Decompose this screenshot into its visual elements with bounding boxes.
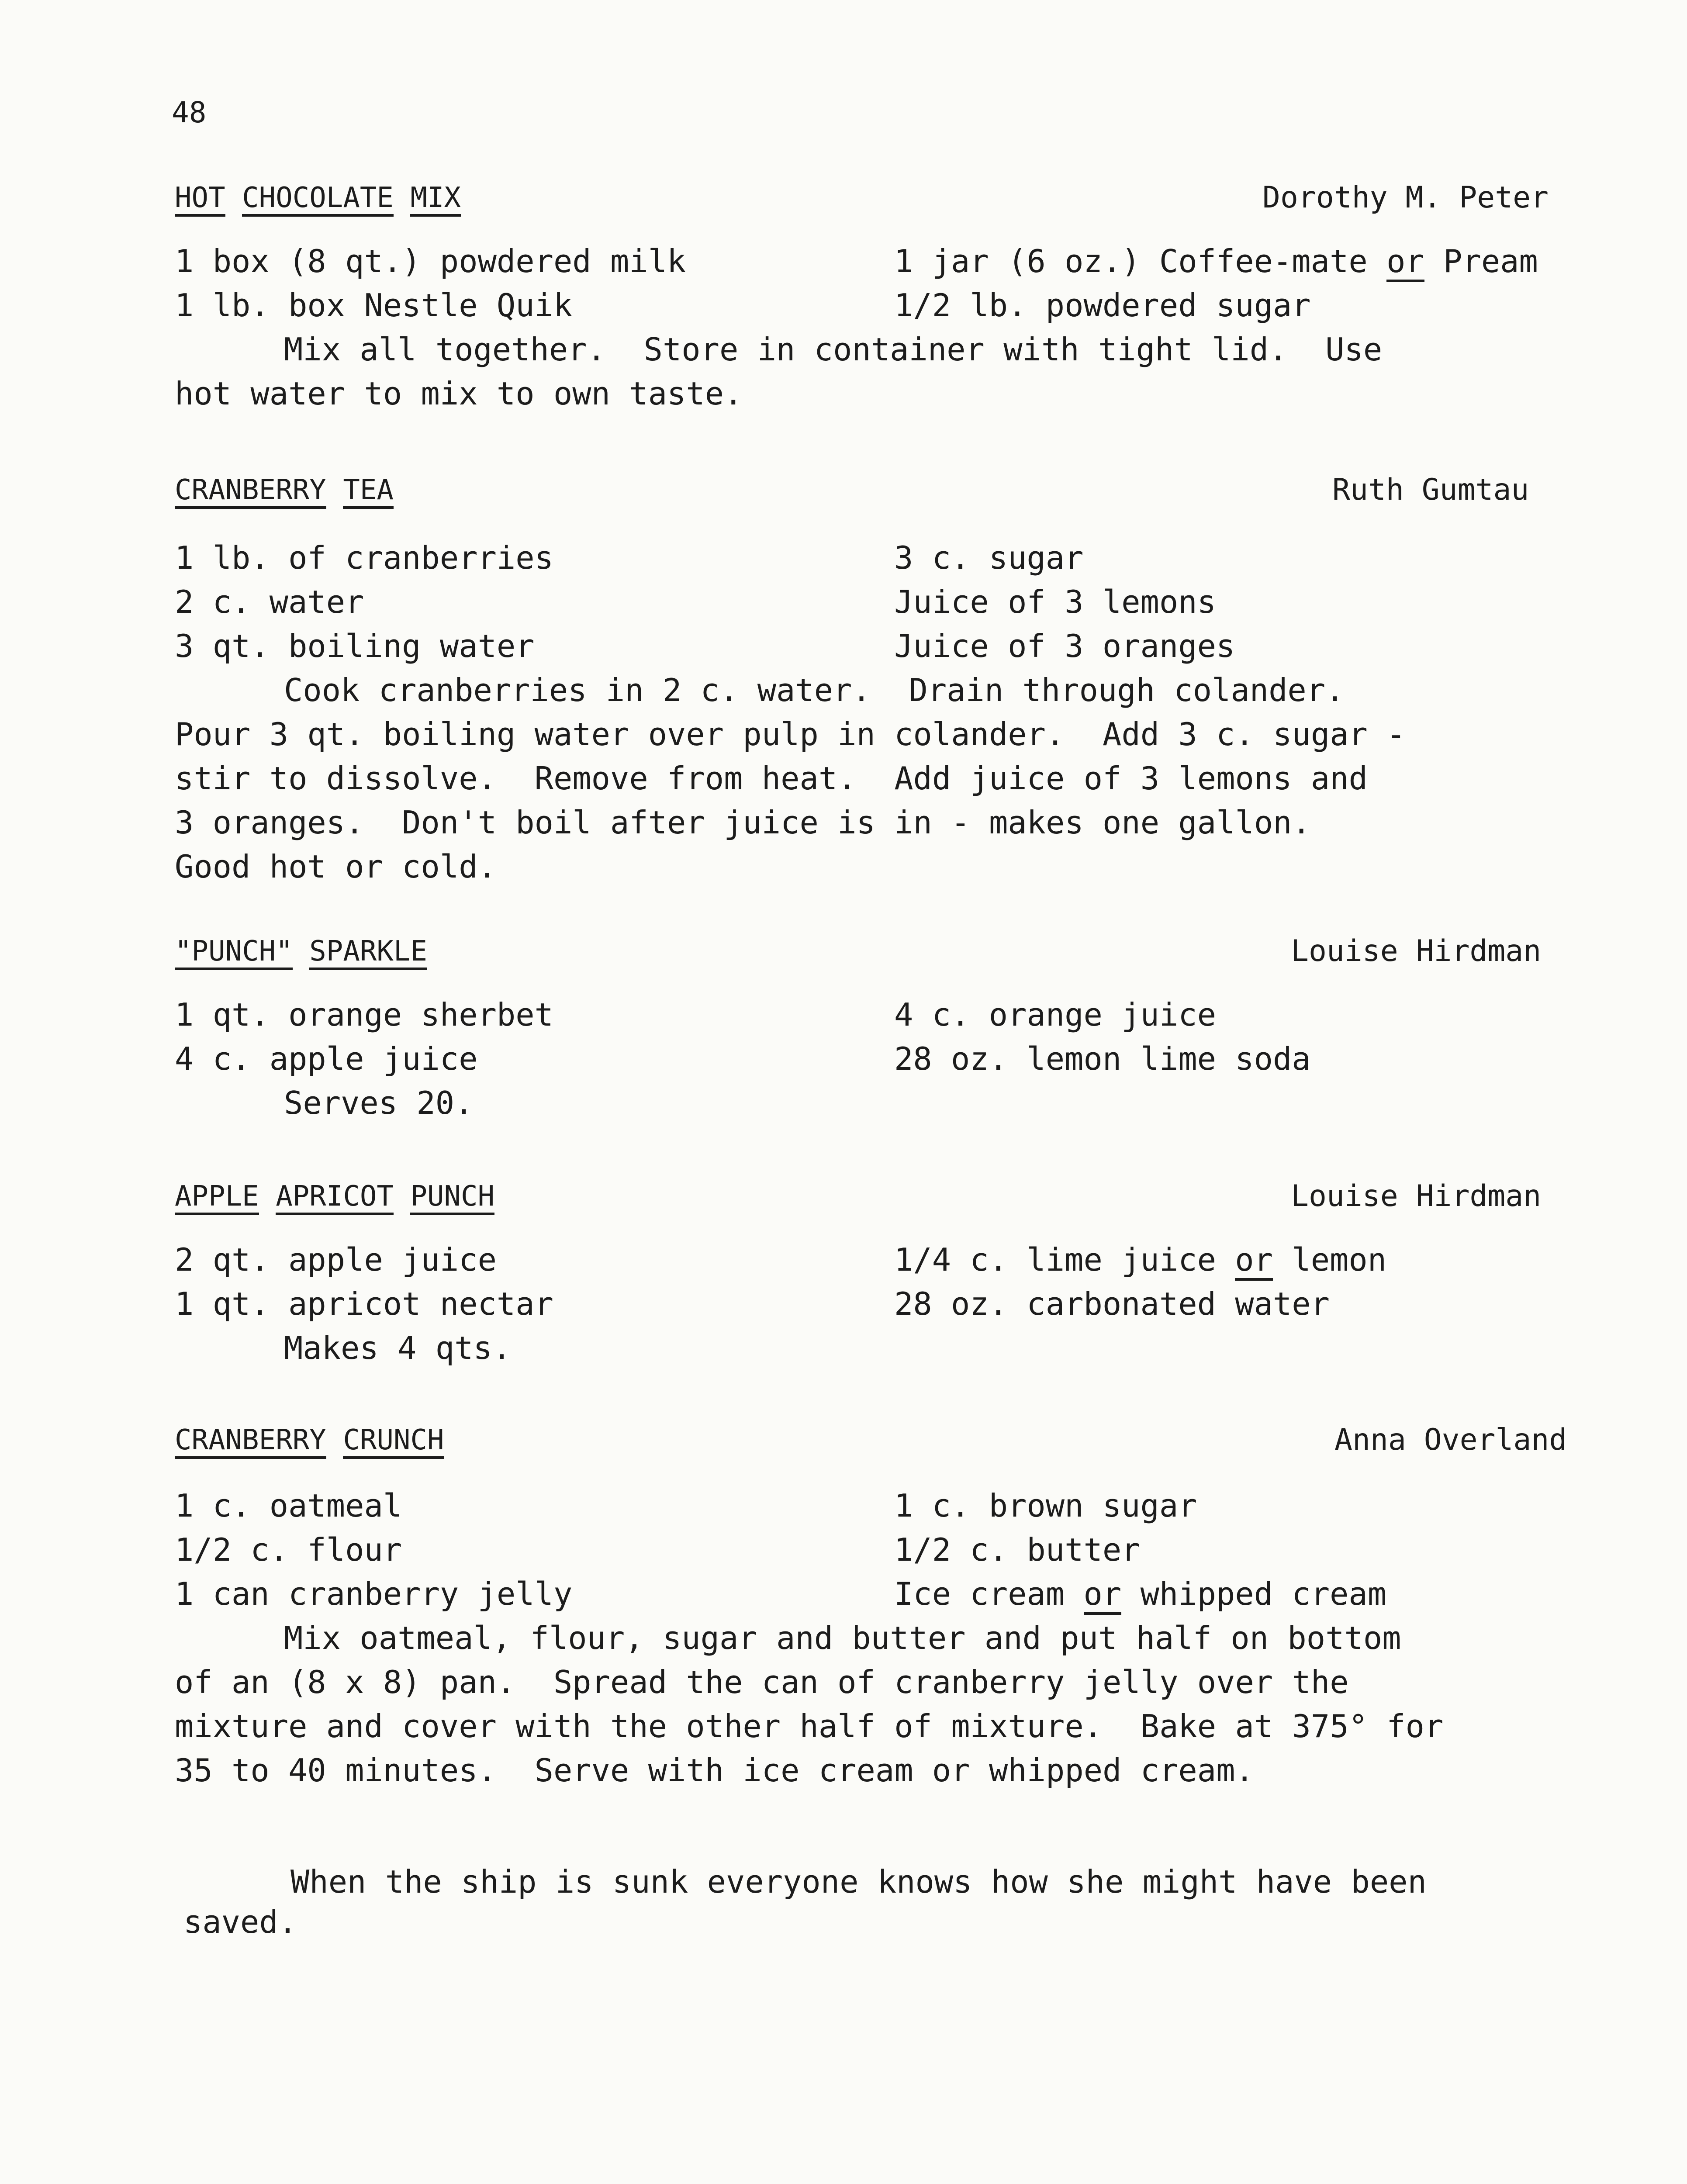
ingredient-list — [175, 993, 1638, 1081]
recipe-directions — [175, 1326, 1638, 1370]
recipe-author: Anna Overland — [1334, 1423, 1567, 1457]
ingredient-list — [175, 536, 1638, 668]
ingredient: Juice of 3 oranges — [894, 628, 1235, 664]
recipe-directions — [175, 1081, 1638, 1125]
ingredient — [894, 1238, 1386, 1282]
ingredient-text: Ice cream — [894, 1576, 1065, 1612]
ingredient-text: 1 jar (6 oz.) Coffee-mate — [894, 243, 1368, 280]
ingredient: 3 c. sugar — [894, 539, 1084, 576]
ingredient-text: lemon — [1292, 1241, 1387, 1278]
recipe-apple-apricot-punch — [175, 1177, 1638, 1370]
ingredient: 1 lb. of cranberries — [175, 539, 553, 576]
recipe-title — [175, 1177, 494, 1216]
recipe-punch-sparkle — [175, 932, 1638, 1125]
title-word: TEA — [343, 474, 394, 509]
ingredient-row — [175, 993, 1638, 1037]
ingredient-row — [175, 536, 1638, 580]
ingredient-row — [175, 1037, 1638, 1081]
directions-line: Pour 3 qt. boiling water over pulp in colander. Add 3 c. sugar - — [175, 716, 1406, 753]
ingredient-list — [175, 1484, 1638, 1616]
recipe-author: Louise Hirdman — [1291, 1179, 1542, 1213]
title-word: APRICOT — [276, 1180, 394, 1215]
title-word: "PUNCH" — [175, 935, 293, 970]
ingredient-row — [175, 283, 1638, 328]
recipe-author: Louise Hirdman — [1291, 934, 1542, 968]
ingredient: 1 box (8 qt.) powdered milk — [175, 243, 686, 280]
directions-line: Cook cranberries in 2 c. water. Drain through colander. — [284, 672, 1345, 708]
recipe-author: Dorothy M. Peter — [1262, 180, 1549, 215]
ingredient: 1/2 c. flour — [175, 1531, 402, 1568]
directions-line: stir to dissolve. Remove from heat. Add juice of 3 lemons and — [175, 760, 1368, 797]
title-word: CRUNCH — [343, 1424, 444, 1459]
ingredient: 28 oz. lemon lime soda — [894, 1040, 1311, 1077]
ingredient-or: or — [1084, 1576, 1122, 1615]
ingredient-or: or — [1386, 243, 1424, 282]
title-word: APPLE — [175, 1180, 259, 1215]
directions-line: mixture and cover with the other half of mixture. Bake at 375° for — [175, 1708, 1444, 1745]
ingredient: 1 c. oatmeal — [175, 1487, 402, 1524]
recipe-title — [175, 178, 461, 218]
ingredient: 4 c. apple juice — [175, 1040, 478, 1077]
directions-line: 3 oranges. Don't boil after juice is in - makes one gallon. — [175, 804, 1311, 841]
ingredient-row — [175, 239, 1638, 283]
ingredient-text: whipped cream — [1140, 1576, 1387, 1612]
ingredient-row — [175, 1238, 1638, 1282]
ingredient: Juice of 3 lemons — [894, 584, 1216, 620]
recipe-author: Ruth Gumtau — [1332, 473, 1529, 507]
directions-line: Makes 4 qts. — [284, 1330, 512, 1366]
ingredient-row — [175, 624, 1638, 668]
ingredient: 1 c. brown sugar — [894, 1487, 1197, 1524]
title-word: HOT — [175, 182, 225, 217]
directions-line: hot water to mix to own taste. — [175, 375, 743, 412]
ingredient: 2 qt. apple juice — [175, 1241, 497, 1278]
recipe-cranberry-crunch — [175, 1420, 1638, 1793]
directions-line: Good hot or cold. — [175, 848, 497, 885]
ingredient: 2 c. water — [175, 584, 364, 620]
closing-quote — [183, 1862, 1625, 1942]
page-number: 48 — [172, 96, 207, 129]
directions-line: of an (8 x 8) pan. Spread the can of cranberry jelly over the — [175, 1664, 1349, 1700]
ingredient-row — [175, 580, 1638, 624]
recipe-hot-chocolate-mix — [175, 178, 1638, 416]
recipe-title — [175, 1420, 444, 1460]
ingredient-row — [175, 1282, 1638, 1326]
recipe-title — [175, 932, 427, 971]
ingredient-text: Pream — [1443, 243, 1538, 280]
recipe-cranberry-tea — [175, 470, 1638, 889]
ingredient — [894, 239, 1538, 283]
quote-line: saved. — [183, 1904, 297, 1940]
directions-line: Serves 20. — [284, 1085, 474, 1121]
title-word: PUNCH — [410, 1180, 494, 1215]
ingredient-list — [175, 239, 1638, 328]
ingredient-text: 1/4 c. lime juice — [894, 1241, 1216, 1278]
recipe-directions — [175, 328, 1638, 416]
ingredient: 1/2 c. butter — [894, 1531, 1141, 1568]
ingredient-row — [175, 1484, 1638, 1528]
recipe-title — [175, 470, 394, 510]
ingredient: 1 lb. box Nestle Quik — [175, 287, 573, 324]
directions-line: Mix all together. Store in container with tight lid. Use — [284, 331, 1383, 368]
title-word: MIX — [410, 182, 461, 217]
ingredient: 3 qt. boiling water — [175, 628, 535, 664]
ingredient: 1 qt. apricot nectar — [175, 1286, 553, 1322]
title-word: CRANBERRY — [175, 1424, 326, 1459]
quote-line: When the ship is sunk everyone knows how she might have been — [290, 1863, 1427, 1900]
ingredient: 1/2 lb. powdered sugar — [894, 287, 1311, 324]
directions-line: Mix oatmeal, flour, sugar and butter and put half on bottom — [284, 1620, 1401, 1656]
ingredient: 28 oz. carbonated water — [894, 1286, 1330, 1322]
title-word: SPARKLE — [309, 935, 427, 970]
ingredient — [894, 1572, 1386, 1616]
ingredient-list — [175, 1238, 1638, 1326]
recipe-directions — [175, 668, 1638, 889]
ingredient: 1 qt. orange sherbet — [175, 996, 553, 1033]
directions-line: 35 to 40 minutes. Serve with ice cream or whipped cream. — [175, 1752, 1254, 1789]
ingredient: 4 c. orange juice — [894, 996, 1216, 1033]
ingredient-or: or — [1235, 1241, 1273, 1281]
ingredient: 1 can cranberry jelly — [175, 1576, 573, 1612]
title-word: CRANBERRY — [175, 474, 326, 509]
ingredient-row — [175, 1572, 1638, 1616]
ingredient-row — [175, 1528, 1638, 1572]
title-word: CHOCOLATE — [242, 182, 394, 217]
recipe-directions — [175, 1616, 1638, 1793]
